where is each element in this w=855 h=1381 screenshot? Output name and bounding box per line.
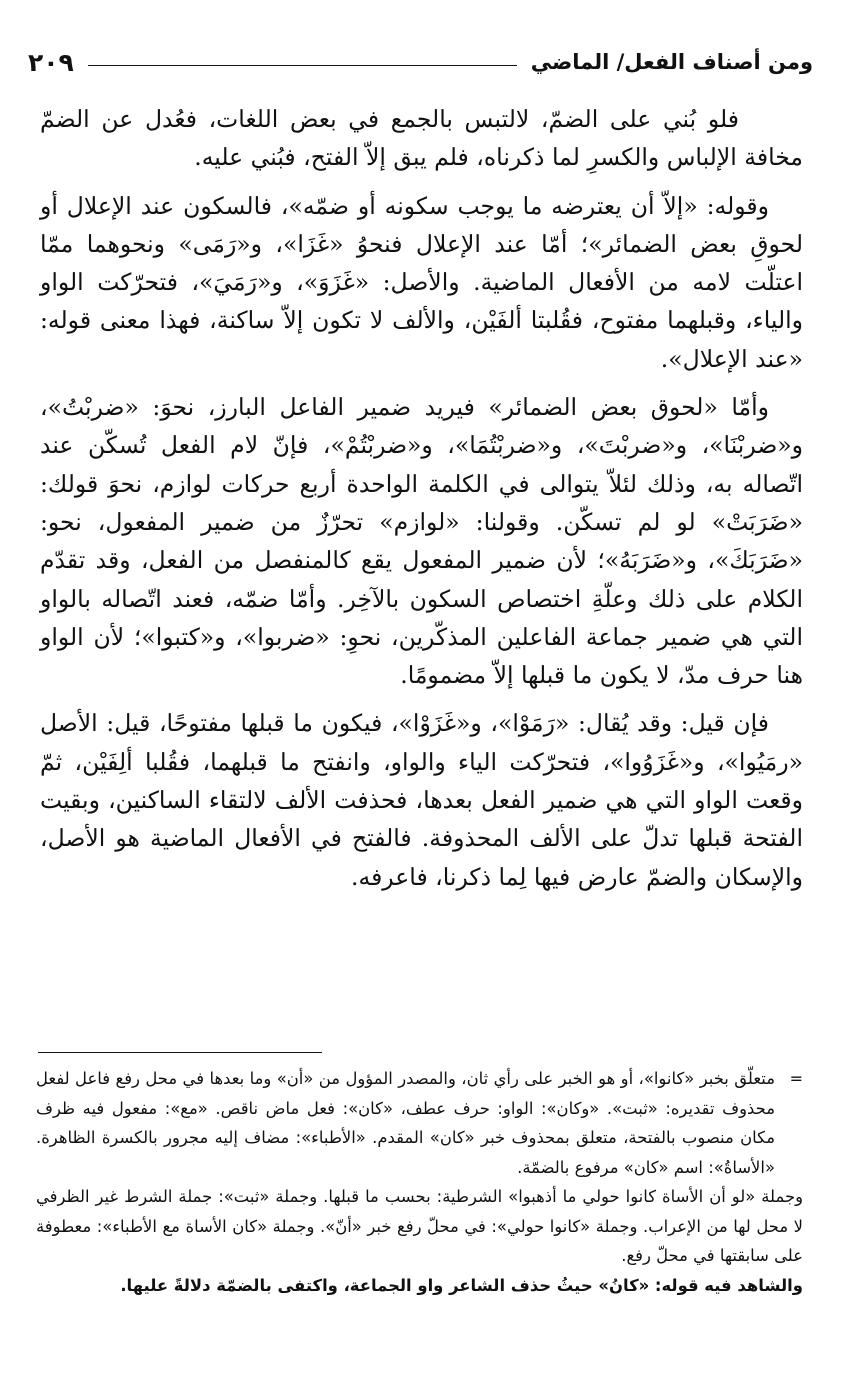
footnote-continuation xyxy=(36,1064,803,1182)
chapter-title: ومن أصناف الفعل/ الماضي xyxy=(530,50,813,74)
main-text xyxy=(40,100,803,906)
footnote-paragraph: وجملة «لو أن الأساة كانوا حولي ما أذهبوا» الشرطية: بحسب ما قبلها. وجملة «ثبت»: جملة الشرط غير الظرفي لا محل لها من الإعراب. وجملة «كانوا حولي»: في محلّ رفع خبر «أنّ». وجملة «كان الأساة مع الأطباء»: معطوفة على سابقتها في محلّ رفع. xyxy=(36,1187,803,1265)
paragraph: وأمّا «لحوق بعض الضمائر» فيريد ضمير الفاعل البارز، نحوَ: «ضربْتُ»، و«ضربْنَا»، و«ضربْتَ»، و«ضربْتُمَا»، و«ضربْتُمْ»، فإنّ لام الفعل تُسكّن عند اتّصاله به، وذلك لئلاّ يتوالى في الكلمة الواحدة أربع حركات لوازم، نحوَ قولك: «ضَرَبَتْ» لو لم تسكّن. وقولنا: «لوازم» تحرّزٌ من ضمير المفعول، نحو: «ضَرَبَكَ»، و«ضَرَبَهُ»؛ لأن ضمير المفعول يقع كالمنفصل من الفعل، وقد تقدّم الكلام على ذلك وعلّةِ اختصاص السكون بالآخِر. وأمّا ضمّه، فعند اتّصاله بالواو التي هي ضمير جماعة الفاعلين المذكّرين، نحوِ: «ضربوا»، و«كتبوا»؛ لأن الواو هنا حرف مدّ، لا يكون ما قبلها إلاّ مضمومًا. xyxy=(40,393,803,690)
header-rule xyxy=(88,65,517,66)
footnotes xyxy=(36,1064,803,1300)
paragraph: فإن قيل: وقد يُقال: «رَمَوْا»، و«غَزَوْا»، فيكون ما قبلها مفتوحًا، قيل: الأصل «رمَيُوا»، و«غَزَوُوا»، فتحرّكت الياء والواو، وانفتح ما قبلهما، فقُلبا ألِفَيْن، ثمّ وقعت الواو التي هي ضمير الفعل بعدها، فحذفت الألف لالتقاء الساكنين، وبقيت الفتحة قبلها تدلّ على الألف المحذوفة. فالفتح في الأفعال الماضية هو الأصل، والإسكان والضمّ عارض فيها لِما ذكرنا، فاعرفه. xyxy=(40,709,803,891)
footnote-witness: والشاهد فيه قوله: «كانُ» حيثُ حذف الشاعر واو الجماعة، واكتفى بالضمّة دلالةً عليها. xyxy=(120,1275,803,1295)
footnote-rule xyxy=(38,1052,322,1053)
continuation-mark: = xyxy=(789,1069,803,1088)
running-header xyxy=(28,40,813,84)
paragraph: وقوله: «إلاّ أن يعترضه ما يوجب سكونه أو ضمّه»، فالسكون عند الإعلال أو لحوقِ بعض الضمائر»؛ أمّا عند الإعلال فنحوُ «غَزَا»، و«رَمَى» ونحوهما ممّا اعتلّت لامه من الأفعال الماضية. والأصل: «غَزَوَ»، و«رَمَيَ»، فتحرّكت الواو والياء، وقبلهما مفتوح، فقُلبتا ألفَيْن، والألف لا تكون إلاّ ساكنة، فهذا معنى قوله: «عند الإعلال». xyxy=(40,191,803,373)
page-number: ٢٠٩ xyxy=(28,47,74,77)
footnote-paragraph: متعلّق بخبر «كانوا»، أو هو الخبر على رأي ثان، والمصدر المؤول من «أن» وما بعدها في محل رفع فاعل لفعل محذوف تقديره: «ثبت». «وكان»: الواو: حرف عطف، «كان»: فعل ماض ناقص. «مع»: مفعول فيه ظرف مكان منصوب بالفتحة، متعلق بمحذوف خبر «كان» المقدم. «الأطباء»: مضاف إليه مجرور بالكسرة الظاهرة. «الأساةُ»: اسم «كان» مرفوع بالضمّة. xyxy=(36,1069,775,1177)
paragraph: فلو بُني على الضمّ، لالتبس بالجمع في بعض اللغات، فعُدل عن الضمّ مخافة الإلباس والكسرِ لما ذكرناه، فلم يبق إلاّ الفتح، فبُني عليه. xyxy=(40,105,803,172)
